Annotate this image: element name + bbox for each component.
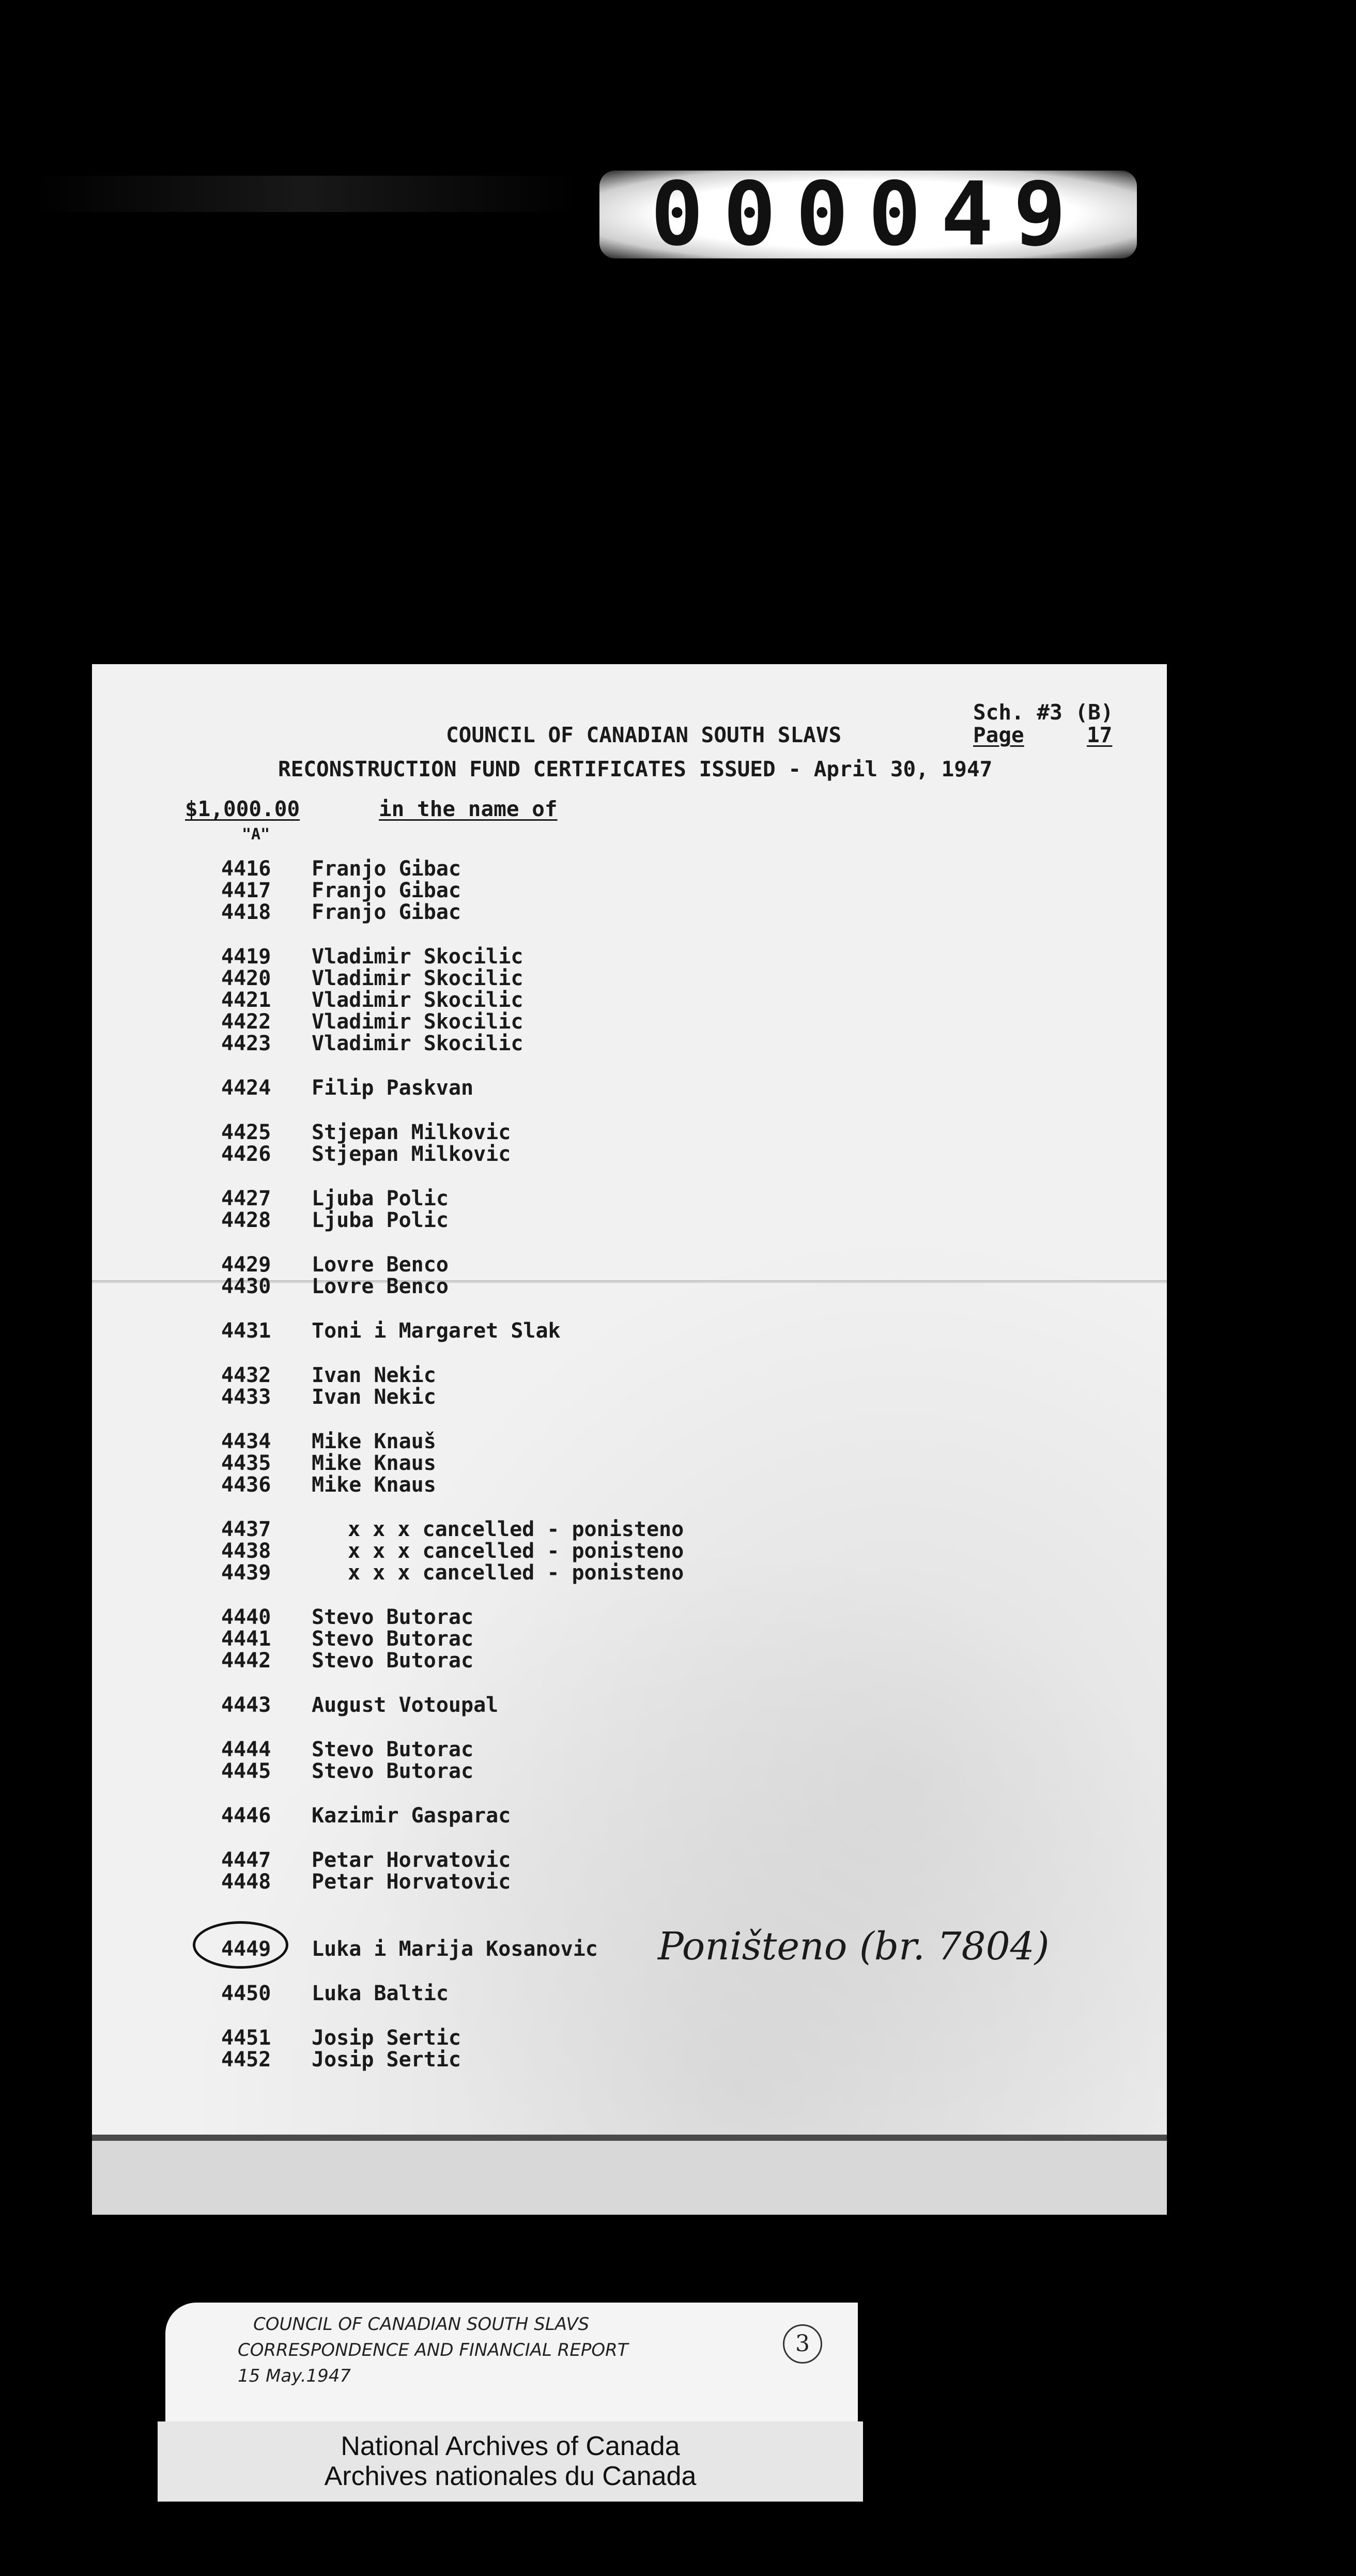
certificate-number: 4430 [221,1275,271,1298]
certificate-holder-name: Mike Knaus [312,1451,436,1475]
certificate-number: 4441 [221,1627,271,1651]
archive-stamp-french: Archives nationales du Canada [324,2461,697,2491]
certificate-holder-name: Vladimir Skocilic [312,967,523,990]
folder-label-line-2: CORRESPONDENCE AND FINANCIAL REPORT [238,2340,628,2360]
certificate-holder-name: Stevo Butorac [312,1605,474,1629]
item-number-circle: 3 [783,2324,822,2364]
certificate-holder-name: Petar Horvatovic [312,1848,511,1872]
certificate-number: 4434 [221,1430,271,1453]
certificate-holder-name: Stjepan Milkovic [312,1142,511,1166]
certificate-number: 4423 [221,1032,271,1055]
certificate-holder-name: Ljuba Polic [312,1208,449,1232]
certificate-holder-name: Vladimir Skocilic [312,1010,523,1034]
certificate-holder-name: Ivan Nekic [312,1385,436,1409]
certificate-holder-name: Vladimir Skocilic [312,945,523,969]
certificate-holder-name: Josip Sertic [312,2048,461,2072]
certificate-number: 4416 [221,857,271,881]
certificate-holder-name: Stjepan Milkovic [312,1121,511,1144]
certificate-number: 4420 [221,967,271,990]
certificate-number: 4438 [221,1539,271,1563]
certificate-number: 4427 [221,1187,271,1210]
certificate-number: 4451 [221,2026,271,2050]
certificate-holder-name: Mike Knauš [312,1430,436,1453]
certificate-holder-name: Stevo Butorac [312,1649,474,1673]
circled-entry-mark [193,1921,288,1969]
certificate-holder-name: Stevo Butorac [312,1627,474,1651]
certificate-holder-name: x x x cancelled - ponisteno [348,1517,684,1541]
certificate-number: 4450 [221,1982,271,2005]
certificate-number: 4444 [221,1738,271,1761]
handwritten-annotation: Poništeno (br. 7804) [658,1924,1050,1969]
certificate-holder-name: Petar Horvatovic [312,1870,511,1894]
certificate-holder-name: Lovre Benco [312,1253,449,1277]
folder-label [165,2303,858,2421]
certificate-holder-name: Mike Knaus [312,1473,436,1497]
scanner-smudge [31,176,579,212]
certificate-number: 4447 [221,1848,271,1872]
certificate-number: 4448 [221,1870,271,1894]
certificate-holder-name: x x x cancelled - ponisteno [348,1561,684,1585]
schedule-label: Sch. #3 (B) [973,700,1114,725]
page-label: Page [973,723,1024,747]
certificate-number: 4445 [221,1759,271,1783]
certificate-holder-name: Toni i Margaret Slak [312,1319,561,1343]
certificate-number: 4449 [221,1937,271,1961]
certificate-holder-name: Franjo Gibac [312,879,461,902]
in-the-name-of-heading: in the name of [379,796,558,821]
certificate-number: 4433 [221,1385,271,1409]
certificate-number: 4452 [221,2048,271,2072]
certificate-number: 4431 [221,1319,271,1343]
certificate-number: 4435 [221,1451,271,1475]
certificate-holder-name: Filip Paskvan [312,1076,474,1100]
certificate-holder-name: Franjo Gibac [312,857,461,881]
certificate-holder-name: Vladimir Skocilic [312,988,523,1012]
certificate-holder-name: Kazimir Gasparac [312,1804,511,1828]
certificate-number: 4426 [221,1142,271,1166]
frame-number: 000049 [650,163,1086,266]
page-bottom-strip [92,2141,1167,2215]
certificate-number: 4424 [221,1076,271,1100]
certificate-number: 4422 [221,1010,271,1034]
certificate-number: 4446 [221,1804,271,1828]
page-number: 17 [1087,723,1113,747]
certificate-holder-name: Franjo Gibac [312,900,461,924]
certificate-holder-name: Ivan Nekic [312,1363,436,1387]
certificate-number: 4421 [221,988,271,1012]
document-page [92,664,1167,2215]
certificate-holder-name: Luka i Marija Kosanovic [312,1937,598,1961]
certificate-number: 4418 [221,900,271,924]
folder-label-line-1: COUNCIL OF CANADIAN SOUTH SLAVS [253,2314,590,2335]
certificate-number: 4432 [221,1363,271,1387]
organization-title: COUNCIL OF CANADIAN SOUTH SLAVS [446,723,842,747]
certificate-number: 4428 [221,1208,271,1232]
certificate-holder-name: Lovre Benco [312,1275,449,1298]
archive-stamp-english: National Archives of Canada [341,2431,680,2462]
archive-stamp [158,2421,863,2502]
certificate-number: 4419 [221,945,271,969]
certificate-holder-name: Ljuba Polic [312,1187,449,1210]
certificate-number: 4439 [221,1561,271,1585]
certificate-number: 4436 [221,1473,271,1497]
frame-number-badge [599,163,1137,266]
certificate-holder-name: Vladimir Skocilic [312,1032,523,1055]
certificate-holder-name: x x x cancelled - ponisteno [348,1539,684,1563]
document-subtitle: RECONSTRUCTION FUND CERTIFICATES ISSUED - April 30, 1947 [278,757,993,781]
page-edge-shadow [92,2135,1167,2141]
folder-label-line-3: 15 May.1947 [238,2366,351,2386]
certificate-number: 4442 [221,1649,271,1673]
certificate-number: 4440 [221,1605,271,1629]
certificate-number: 4417 [221,879,271,902]
certificate-holder-name: Stevo Butorac [312,1738,474,1761]
certificate-number: 4425 [221,1121,271,1144]
series-letter: "A" [242,825,270,844]
certificate-number: 4429 [221,1253,271,1277]
certificate-holder-name: Stevo Butorac [312,1759,474,1783]
certificate-number: 4443 [221,1693,271,1717]
amount-heading: $1,000.00 [185,796,300,821]
certificate-number: 4437 [221,1517,271,1541]
certificate-holder-name: August Votoupal [312,1693,499,1717]
certificate-holder-name: Josip Sertic [312,2026,461,2050]
certificate-holder-name: Luka Baltic [312,1982,449,2005]
